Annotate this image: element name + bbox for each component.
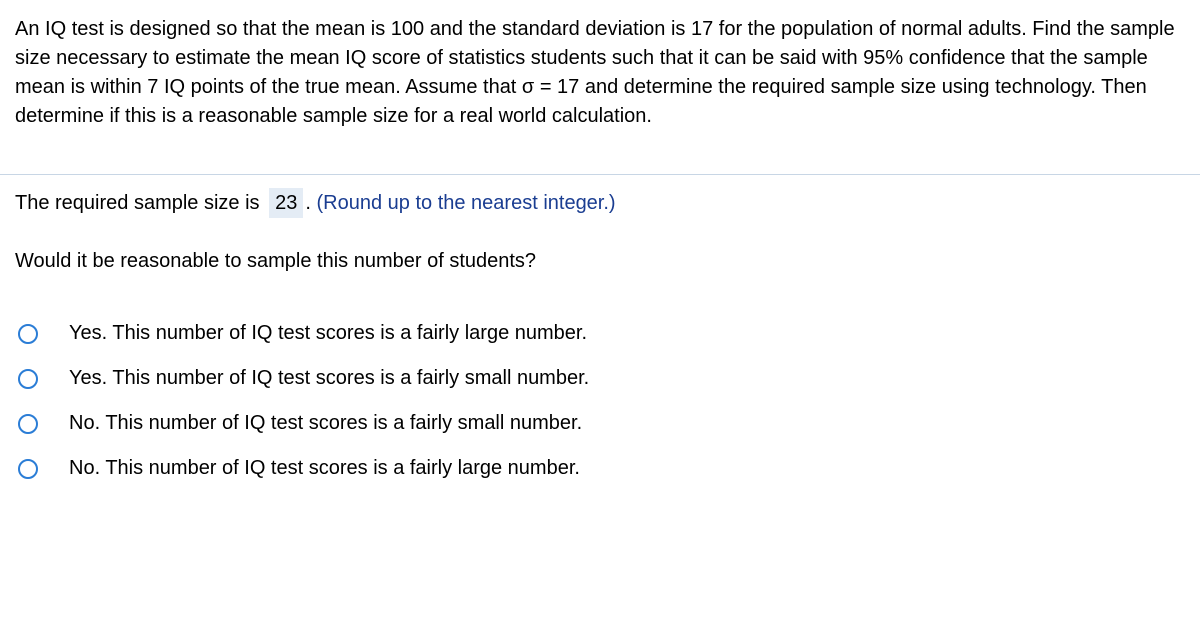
option-b[interactable]: [18, 356, 589, 401]
option-label: Yes. This number of IQ test scores is a fairly large number.: [69, 322, 588, 344]
radio-button-icon[interactable]: [18, 324, 38, 344]
option-c[interactable]: [18, 401, 589, 446]
radio-button-icon[interactable]: [18, 369, 38, 389]
option-a[interactable]: [18, 311, 589, 356]
rounding-hint: (Round up to the nearest integer.): [316, 192, 616, 214]
radio-button-icon[interactable]: [18, 459, 38, 479]
answer-input[interactable]: 23: [269, 188, 303, 218]
radio-button-icon[interactable]: [18, 414, 38, 434]
option-label: Yes. This number of IQ test scores is a fairly small number.: [69, 367, 590, 389]
option-label: No. This number of IQ test scores is a fairly large number.: [69, 457, 580, 479]
option-d[interactable]: [18, 446, 589, 491]
answer-options: [18, 311, 589, 491]
question2-text: Would it be reasonable to sample this number of students?: [15, 250, 537, 272]
answer-separator: .: [305, 192, 311, 214]
question-text: An IQ test is designed so that the mean is 100 and the standard deviation is 17 for the population of normal adults. Find the sample size necessary to estimate the mean IQ score of statistics students such that it can be said with 95% confidence that the sample mean is within 7 IQ points of the true mean. Assume that σ = 17 and determine the required sample size using technology. Then determine if this is a reasonable sample size for a real world calculation.: [15, 18, 1175, 127]
answer-prefix: The required sample size is: [15, 192, 260, 214]
option-label: No. This number of IQ test scores is a fairly small number.: [69, 412, 583, 434]
answer-line: [15, 188, 616, 218]
divider: [0, 174, 1200, 175]
